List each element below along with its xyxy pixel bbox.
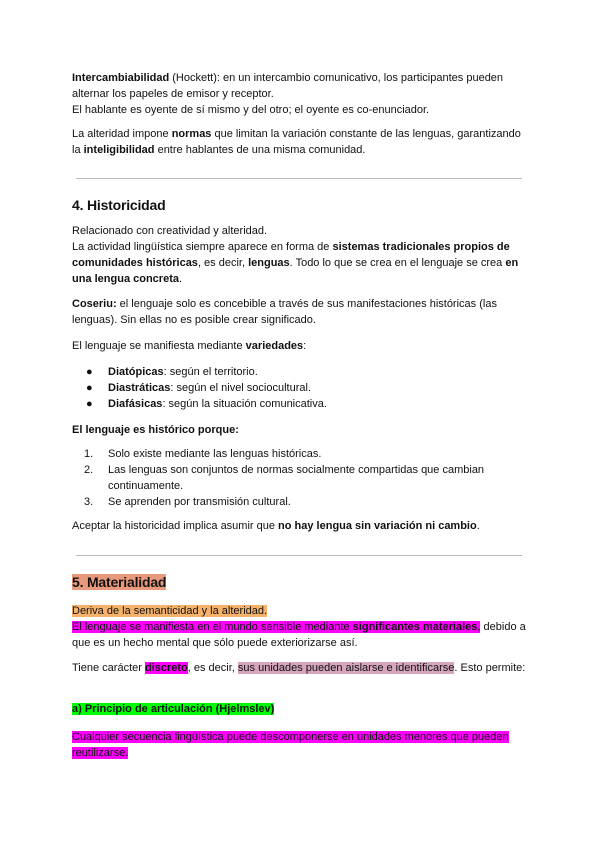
section-4-heading: 4. Historicidad <box>72 197 166 213</box>
list-item: 1. Solo existe mediante las lenguas históricas. <box>84 448 322 460</box>
alteridad-paragraph: La alteridad impone normas que limitan la variación constante de las lenguas, garantizando la inteligibilidad entre hablantes de una misma comunidad. <box>72 128 521 156</box>
bullet-icon: ● <box>86 382 93 394</box>
intercambiabilidad-paragraph: Intercambiabilidad (Hockett): en un intercambio comunicativo, los participantes pueden alternar los papeles de emisor y receptor. El hablante es oyente de sí mismo y del otro; el oyente es co-enunciador. <box>72 72 504 116</box>
bullet-icon: ● <box>86 398 93 410</box>
list-item: 2. Las lenguas son conjuntos de normas socialmente compartidas que cambian continuamente. <box>84 464 485 492</box>
variedades-paragraph: El lenguaje se manifiesta mediante variedades: <box>72 340 307 352</box>
section-5-heading: 5. Materialidad <box>72 574 167 590</box>
list-item: ● Diastráticas: según el nivel sociocultural. <box>86 382 312 394</box>
coseriu-paragraph: Coseriu: el lenguaje solo es concebible a través de sus manifestaciones históricas (las lenguas). Sin ellas no es posible crear significado. <box>72 298 497 326</box>
varieties-list <box>72 364 528 412</box>
discreto-paragraph: Tiene carácter discreto, es decir, sus unidades pueden aislarse e identificarse. Esto permite: <box>72 662 526 674</box>
historicidad-intro-paragraph: Relacionado con creatividad y alteridad. La actividad lingüística siempre aparece en forma de sistemas tradicionales propios de comunidades históricas, es decir, lenguas. Todo lo que se crea en el lenguaje se crea en una lengua concreta. <box>72 225 519 285</box>
list-item: ● Diatópicas: según el territorio. <box>86 366 258 378</box>
reasons-list <box>72 446 528 510</box>
materialidad-intro-paragraph: Deriva de la semanticidad y la alteridad. El lenguaje se manifiesta en el mundo sensible mediante significantes materiales, debido a que es un hecho mental que sólo puede exteriorizarse así. <box>72 605 526 649</box>
intercambiabilidad-term: Intercambiabilidad <box>72 72 170 84</box>
historicidad-closing-paragraph: Aceptar la historicidad implica asumir que no hay lengua sin variación ni cambio. <box>72 520 480 532</box>
list-item: ● Diafásicas: según la situación comunicativa. <box>86 398 327 410</box>
bullet-icon: ● <box>86 366 93 378</box>
section-divider <box>76 178 522 179</box>
articulation-paragraph: Cualquier secuencia lingüística puede descomponerse en unidades menores que pueden reutilizarse. <box>72 731 509 759</box>
reasons-heading: El lenguaje es histórico porque: <box>72 424 239 436</box>
section-divider <box>76 555 522 556</box>
list-item: 3. Se aprenden por transmisión cultural. <box>84 496 291 508</box>
articulation-subheading: a) Principio de articulación (Hjelmslev) <box>72 703 275 715</box>
